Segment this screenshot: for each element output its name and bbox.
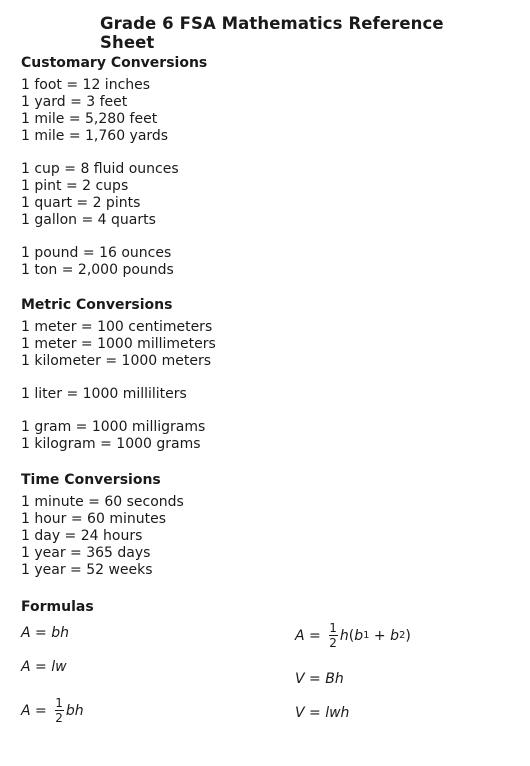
formula-equals: = bbox=[30, 702, 52, 719]
conversion-line: 1 cup = 8 fluid ounces bbox=[21, 161, 179, 177]
open-paren: ( bbox=[348, 627, 355, 644]
formula-expression: Bh bbox=[325, 671, 344, 687]
conversion-line: 1 meter = 1000 millimeters bbox=[21, 336, 216, 352]
formulas-title: Formulas bbox=[21, 599, 94, 615]
time-conversions-section bbox=[21, 471, 321, 579]
length-conversions bbox=[21, 77, 321, 145]
base-variable: b bbox=[390, 627, 399, 644]
subscript: 1 bbox=[363, 630, 370, 641]
conversion-line: 1 pound = 16 ounces bbox=[21, 245, 172, 261]
formula-variable: A bbox=[295, 627, 305, 644]
metric-volume-conversions bbox=[21, 386, 321, 403]
conversion-line: 1 kilogram = 1000 grams bbox=[21, 436, 201, 452]
formula-equals: = bbox=[30, 659, 52, 675]
metric-mass-conversions bbox=[21, 419, 321, 453]
one-half-fraction bbox=[54, 697, 64, 724]
trapezoid-area-formula bbox=[295, 622, 411, 649]
formula-equals: = bbox=[30, 625, 52, 641]
close-paren: ) bbox=[405, 627, 411, 644]
formula-expression: bh bbox=[51, 625, 69, 641]
conversion-line: 1 year = 365 days bbox=[21, 545, 151, 561]
conversion-line: 1 mile = 1,760 yards bbox=[21, 128, 169, 144]
conversion-line: 1 day = 24 hours bbox=[21, 528, 143, 544]
conversion-line: 1 liter = 1000 milliliters bbox=[21, 386, 187, 402]
formula-variable: A bbox=[21, 659, 31, 675]
conversion-line: 1 mile = 5,280 feet bbox=[21, 111, 158, 127]
metric-conversions-title: Metric Conversions bbox=[21, 297, 173, 313]
time-conversions-title: Time Conversions bbox=[21, 472, 161, 488]
conversion-line: 1 hour = 60 minutes bbox=[21, 511, 166, 527]
metric-length-conversions bbox=[21, 319, 321, 370]
conversion-line: 1 year = 52 weeks bbox=[21, 562, 153, 578]
formula-expression: lw bbox=[51, 659, 67, 675]
subscript: 2 bbox=[399, 630, 406, 641]
page-title: Grade 6 FSA Mathematics Reference Sheet bbox=[100, 14, 444, 52]
formula-expression: lwh bbox=[325, 705, 350, 721]
conversion-line: 1 pint = 2 cups bbox=[21, 178, 129, 194]
formula-variable: A bbox=[21, 702, 31, 719]
fraction-denominator: 2 bbox=[55, 711, 63, 725]
metric-conversions-section bbox=[21, 296, 321, 453]
base-variable: b bbox=[354, 627, 364, 644]
conversion-line: 1 kilometer = 1000 meters bbox=[21, 353, 212, 369]
one-half-fraction bbox=[328, 622, 338, 649]
conversion-line: 1 gallon = 4 quarts bbox=[21, 212, 156, 228]
fraction-numerator: 1 bbox=[55, 696, 63, 710]
conversion-line: 1 quart = 2 pints bbox=[21, 195, 141, 211]
box-volume-formula bbox=[295, 705, 349, 721]
rectangle-area-lw-formula bbox=[21, 659, 67, 675]
time-conversion-lines bbox=[21, 494, 321, 579]
formula-equals: = bbox=[304, 705, 326, 721]
customary-conversions-section bbox=[21, 54, 321, 279]
weight-conversions bbox=[21, 245, 321, 279]
formula-equals: = bbox=[304, 671, 326, 687]
conversion-line: 1 gram = 1000 milligrams bbox=[21, 419, 206, 435]
conversion-line: 1 ton = 2,000 pounds bbox=[21, 262, 174, 278]
conversion-line: 1 meter = 100 centimeters bbox=[21, 319, 213, 335]
fraction-denominator: 2 bbox=[329, 636, 337, 650]
formula-variable: V bbox=[295, 671, 305, 687]
triangle-area-formula bbox=[21, 697, 84, 724]
prism-volume-formula bbox=[295, 671, 344, 687]
formula-variable: A bbox=[21, 625, 31, 641]
conversion-line: 1 yard = 3 feet bbox=[21, 94, 128, 110]
plus-sign: + bbox=[369, 627, 391, 644]
conversion-line: 1 foot = 12 inches bbox=[21, 77, 151, 93]
formula-equals: = bbox=[304, 627, 326, 644]
formula-expression: bh bbox=[65, 702, 84, 719]
rectangle-area-formula bbox=[21, 625, 69, 641]
customary-conversions-title: Customary Conversions bbox=[21, 55, 208, 71]
volume-conversions bbox=[21, 161, 321, 229]
fraction-numerator: 1 bbox=[329, 621, 337, 635]
formula-variable: V bbox=[295, 705, 305, 721]
conversion-line: 1 minute = 60 seconds bbox=[21, 494, 184, 510]
height-variable: h bbox=[339, 627, 349, 644]
